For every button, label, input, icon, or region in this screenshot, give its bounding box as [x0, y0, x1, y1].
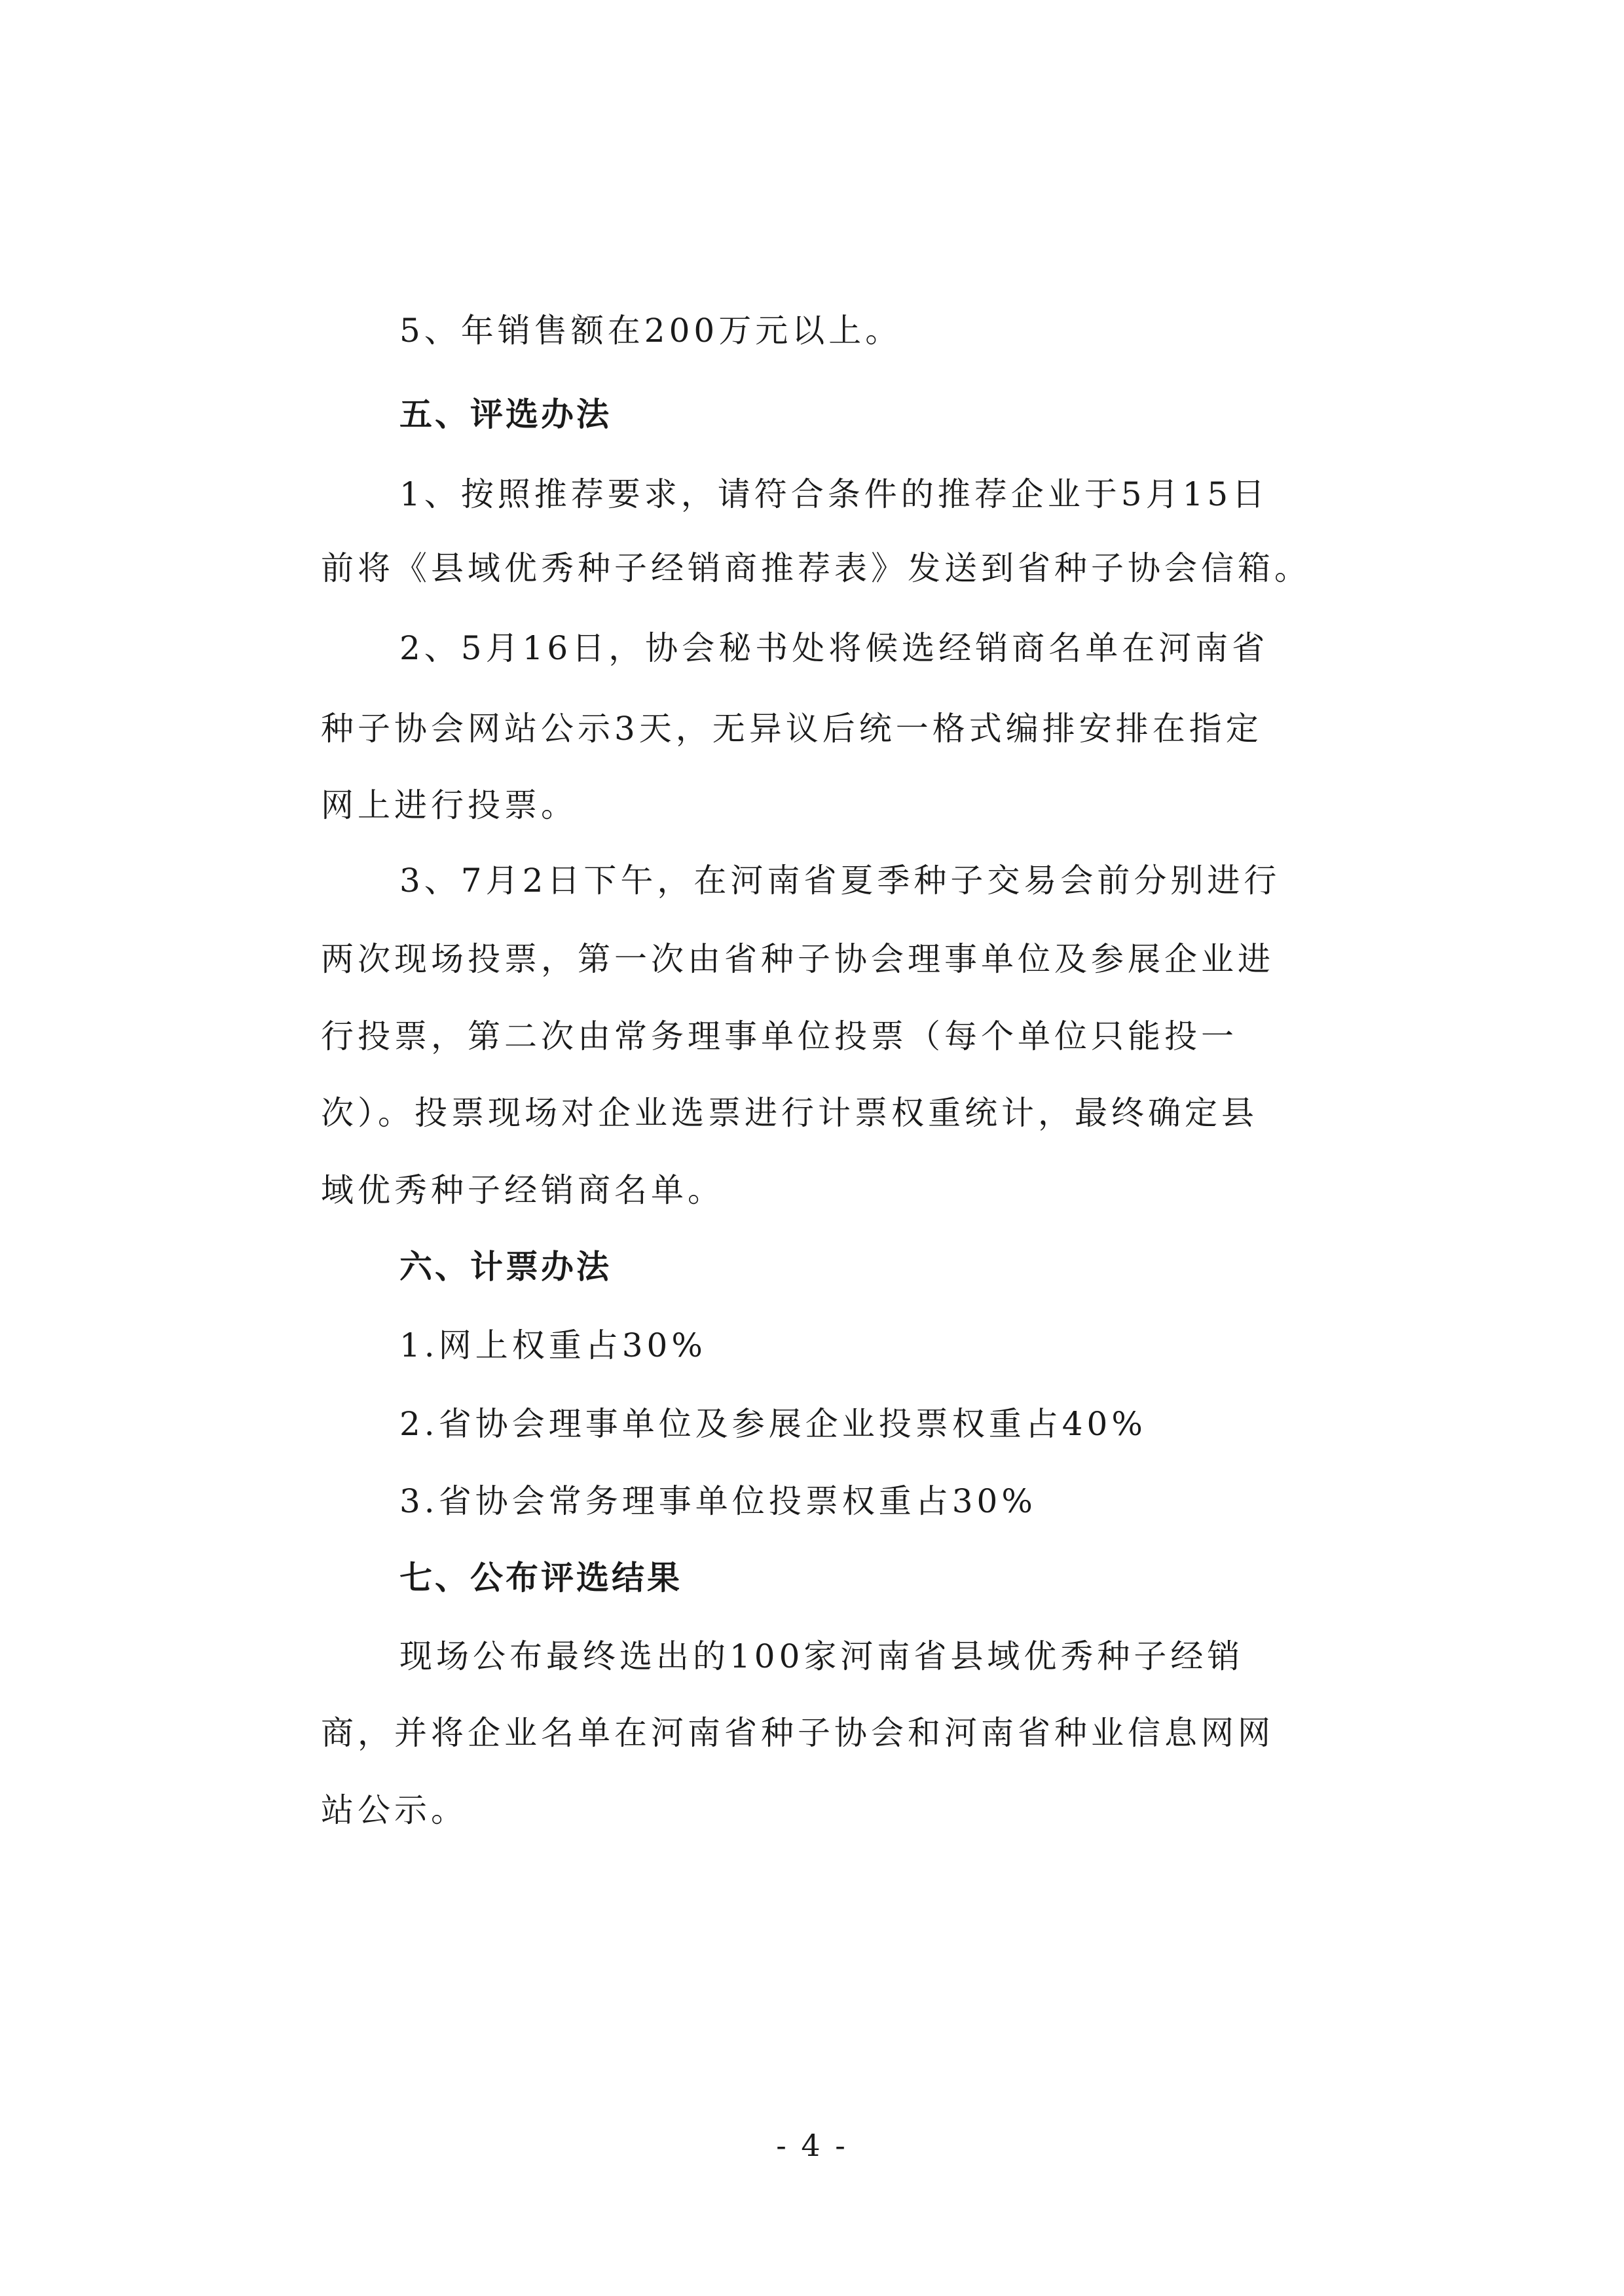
section-5-heading: 五、评选办法 — [399, 395, 612, 433]
section-5-paragraph-2-line-2: 种子协会网站公示3天，无异议后统一格式编排安排在指定 — [321, 710, 1263, 748]
page-number: - 4 - — [776, 2128, 848, 2163]
section-5-paragraph-3-line-5: 域优秀种子经销商名单。 — [321, 1171, 724, 1209]
section-5-paragraph-1-line-2: 前将《县域优秀种子经销商推荐表》发送到省种子协会信箱。 — [321, 549, 1311, 587]
section-5-paragraph-1-line-1: 1、按照推荐要求，请符合条件的推荐企业于5月15日 — [399, 475, 1269, 513]
section-7-paragraph-line-3: 站公示。 — [321, 1791, 468, 1829]
section-5-paragraph-3-line-2: 两次现场投票，第一次由省种子协会理事单位及参展企业进 — [321, 940, 1274, 978]
section-7-heading: 七、公布评选结果 — [399, 1559, 682, 1597]
section-5-paragraph-3-line-4: 次）。投票现场对企业选票进行计票权重统计，最终确定县 — [321, 1094, 1258, 1132]
section-6-heading: 六、计票办法 — [399, 1248, 612, 1286]
section-7-paragraph-line-1: 现场公布最终选出的100家河南省县域优秀种子经销 — [399, 1637, 1244, 1675]
section-5-paragraph-3-line-1: 3、7月2日下午，在河南省夏季种子交易会前分别进行 — [399, 862, 1281, 900]
section-5-paragraph-2-line-1: 2、5月16日，协会秘书处将候选经销商名单在河南省 — [399, 629, 1269, 667]
section-6-item-3: 3.省协会常务理事单位投票权重占30% — [399, 1482, 1037, 1520]
section-6-item-2: 2.省协会理事单位及参展企业投票权重占40% — [399, 1405, 1147, 1443]
section-7-paragraph-line-2: 商，并将企业名单在河南省种子协会和河南省种业信息网网 — [321, 1714, 1274, 1752]
item-5-text: 5、年销售额在200万元以上。 — [399, 312, 902, 350]
section-5-paragraph-2-line-3: 网上进行投票。 — [321, 786, 578, 824]
section-5-paragraph-3-line-3: 行投票，第二次由常务理事单位投票（每个单位只能投一 — [321, 1017, 1238, 1055]
section-6-item-1: 1.网上权重占30% — [399, 1326, 707, 1364]
